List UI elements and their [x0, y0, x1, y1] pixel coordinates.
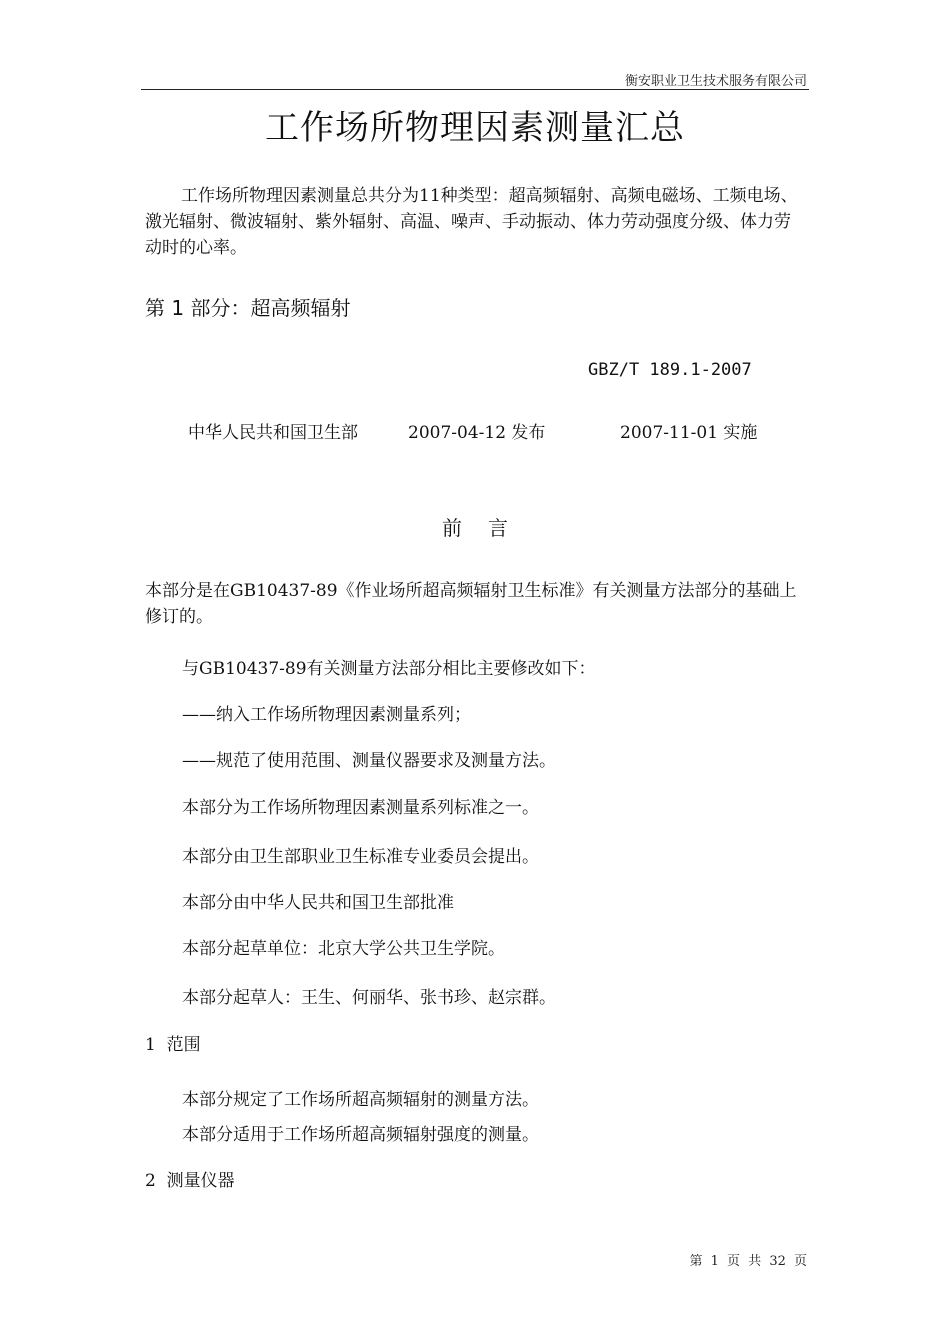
publication-effective-date: 2007-11-01 实施 [620, 423, 758, 443]
standard-code: GBZ/T 189.1-2007 [588, 360, 752, 380]
publication-issued-date: 2007-04-12 发布 [408, 423, 546, 443]
part1-heading: 第 1 部分：超高频辐射 [145, 296, 351, 320]
preface-paragraph-1: 本部分是在GB10437-89《作业场所超高频辐射卫生标准》有关测量方法部分的基础上修订的。 [145, 581, 797, 627]
page-footer-number: 第 1 页 共 32 页 [689, 1254, 807, 1269]
preface-paragraph-4: ——规范了使用范围、测量仪器要求及测量方法。 [182, 751, 556, 771]
preface-heading: 前言 [442, 516, 534, 540]
preface-paragraph-7: 本部分由中华人民共和国卫生部批准 [182, 893, 454, 913]
page-header-company: 衡安职业卫生技术服务有限公司 [624, 74, 807, 89]
section1-paragraph-2: 本部分适用于工作场所超高频辐射强度的测量。 [182, 1125, 539, 1145]
publication-issuer: 中华人民共和国卫生部 [188, 423, 358, 443]
section1-paragraph-1: 本部分规定了工作场所超高频辐射的测量方法。 [182, 1090, 539, 1110]
page-header-rule [141, 89, 809, 90]
preface-paragraph-8: 本部分起草单位：北京大学公共卫生学院。 [182, 939, 505, 959]
document-title: 工作场所物理因素测量汇总 [265, 108, 685, 148]
preface-paragraph-9: 本部分起草人：王生、何丽华、张书珍、赵宗群。 [182, 988, 556, 1008]
preface-paragraph-6: 本部分由卫生部职业卫生标准专业委员会提出。 [182, 847, 539, 867]
preface-paragraph-3: ——纳入工作场所物理因素测量系列； [182, 705, 471, 725]
intro-paragraph: 工作场所物理因素测量总共分为11种类型：超高频辐射、高频电磁场、工频电场、激光辐射、微波辐射、紫外辐射、高温、噪声、手动振动、体力劳动强度分级、体力劳动时的心率。 [145, 186, 798, 258]
section2-heading: 2 测量仪器 [145, 1171, 235, 1191]
preface-paragraph-2: 与GB10437-89有关测量方法部分相比主要修改如下： [182, 659, 596, 679]
preface-paragraph-5: 本部分为工作场所物理因素测量系列标准之一。 [182, 798, 539, 818]
section1-heading: 1 范围 [145, 1035, 201, 1055]
